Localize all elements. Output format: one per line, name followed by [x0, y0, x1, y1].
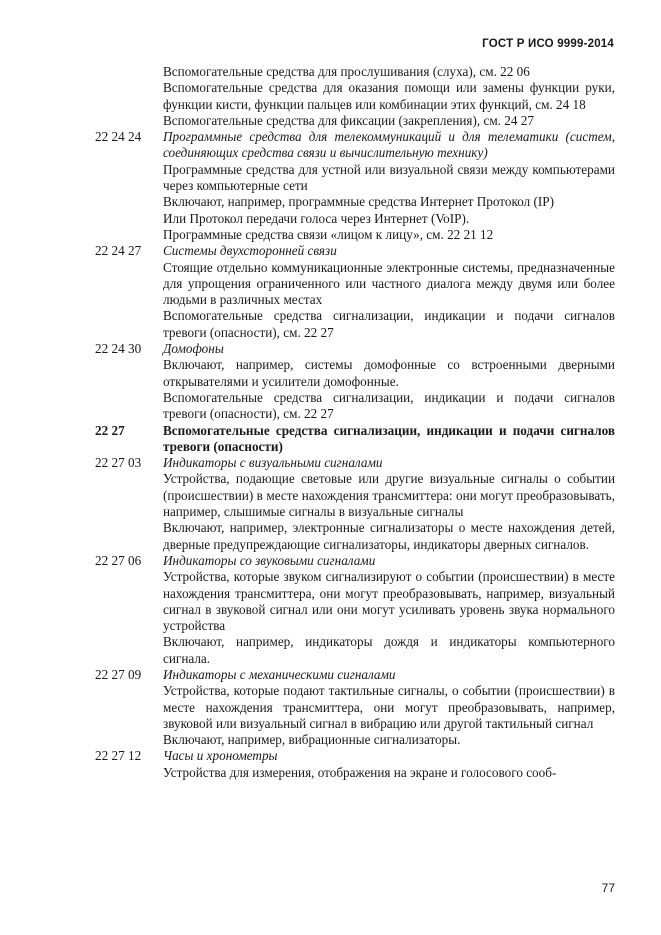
entry-code	[0, 732, 163, 748]
entry-text: Стоящие отдельно коммуникационные электронные системы, предназначенные для упрощения ограниченного или частного диалога между двумя или более людьми в различных местах	[163, 259, 615, 308]
entry-paragraph	[0, 390, 661, 423]
entry-title: Индикаторы с визуальными сигналами	[163, 455, 383, 471]
entry-text: Устройства, подающие световые или другие визуальные сигналы о событии (происшествии) в месте нахождения трансмиттера: они могут преобразовывать, например, слышимые сигналы в визуальные сигналы	[163, 471, 615, 520]
page-number: 77	[601, 881, 615, 895]
classification-entry	[0, 667, 661, 683]
entry-text: Вспомогательные средства сигнализации, индикации и подачи сигналов тревоги (опасности), см. 22 27	[163, 308, 615, 340]
entry-paragraph	[0, 569, 661, 634]
entry-code	[0, 634, 163, 667]
entry-paragraph	[0, 357, 661, 390]
entry-paragraph	[0, 80, 661, 113]
entry-text: Или Протокол передачи голоса через Интернет (VoIP).	[163, 210, 470, 226]
entry-code: 22 24 30	[95, 341, 142, 357]
entry-paragraph	[0, 471, 661, 520]
entry-code: 22 27 09	[95, 666, 142, 682]
entry-paragraph	[0, 520, 661, 553]
entry-paragraph	[0, 308, 661, 341]
entry-code	[0, 113, 163, 129]
entry-code	[0, 194, 163, 210]
classification-entry	[0, 455, 661, 471]
entry-code	[0, 260, 163, 309]
classification-entry	[0, 341, 661, 357]
entry-paragraph	[0, 683, 661, 732]
entry-title: Домофоны	[163, 341, 224, 357]
classification-entry	[0, 243, 661, 259]
entry-paragraph	[0, 113, 661, 129]
entry-title: Системы двухсторонней связи	[163, 243, 337, 259]
entry-code	[0, 227, 163, 243]
entry-title: Программные средства для телекоммуникаций и для телематики (систем, соединяющих средства связи и вычислительную технику)	[163, 129, 615, 161]
entry-code: 22 27 12	[95, 748, 142, 764]
entry-code	[0, 357, 163, 390]
entry-title: Индикаторы с механическими сигналами	[163, 666, 396, 682]
entry-title: Индикаторы со звуковыми сигналами	[163, 552, 376, 568]
entry-code	[0, 308, 163, 341]
entry-code: 22 24 27	[95, 243, 142, 259]
classification-entry	[0, 129, 661, 162]
document-header: ГОСТ Р ИСО 9999-2014	[482, 38, 614, 50]
classification-entry	[0, 748, 661, 764]
entry-code	[0, 211, 163, 227]
entry-code: 22 27 03	[95, 455, 142, 471]
entry-paragraph	[0, 227, 661, 243]
entry-paragraph	[0, 765, 661, 781]
entry-title: Часы и хронометры	[163, 748, 278, 764]
entry-paragraph	[0, 732, 661, 748]
classification-entry	[0, 423, 661, 456]
entry-text: Включают, например, индикаторы дождя и индикаторы компьютерного сигнала.	[163, 634, 615, 666]
entry-code	[0, 471, 163, 520]
entry-paragraph	[0, 64, 661, 80]
classification-entry	[0, 553, 661, 569]
entry-code	[0, 162, 163, 195]
entry-title: Вспомогательные средства сигнализации, индикации и подачи сигналов тревоги (опасности)	[163, 422, 615, 454]
entry-code	[0, 765, 163, 781]
entry-code	[0, 520, 163, 553]
entry-text: Программные средства связи «лицом к лицу», см. 22 21 12	[163, 226, 494, 242]
entry-code	[0, 683, 163, 732]
entry-text: Устройства для измерения, отображения на экране и голосового сооб-	[163, 764, 557, 780]
entry-paragraph	[0, 162, 661, 195]
entry-code	[0, 390, 163, 423]
entry-text: Вспомогательные средства для оказания помощи или замены функции руки, функции кисти, функции пальцев или комбинации этих функций, см. 24 18	[163, 80, 615, 112]
entry-code: 22 27 06	[95, 552, 142, 568]
entry-paragraph	[0, 194, 661, 210]
entry-code	[0, 64, 163, 80]
entry-code	[0, 80, 163, 113]
entry-text: Устройства, которые звуком сигнализируют о событии (происшествии) в месте нахождения трансмиттера, они могут преобразовывать, например, визуальный сигнал в звуковой сигнал или они могут усиливать уровень звука нормального устройства	[163, 569, 615, 634]
entry-code: 22 27	[95, 422, 125, 438]
entry-text: Включают, например, вибрационные сигнализаторы.	[163, 732, 461, 748]
entry-code: 22 24 24	[95, 129, 142, 145]
entry-text: Программные средства для устной или визуальной связи между компьютерами через компьютерные сети	[163, 161, 615, 194]
entry-paragraph	[0, 260, 661, 309]
entry-text: Вспомогательные средства для прослушивания (слуха), см. 22 06	[163, 64, 530, 79]
entry-paragraph	[0, 634, 661, 667]
entry-text: Вспомогательные средства для фиксации (закрепления), см. 24 27	[163, 112, 534, 128]
classification-list	[0, 64, 661, 781]
entry-text: Включают, например, электронные сигнализаторы о месте нахождения детей, дверные предупреждающие сигнализаторы, индикаторы дверных сигналов.	[163, 520, 615, 552]
entry-text: Включают, например, программные средства Интернет Протокол (IP)	[163, 194, 555, 210]
entry-text: Вспомогательные средства сигнализации, индикации и подачи сигналов тревоги (опасности), см. 22 27	[163, 389, 615, 422]
entry-text: Включают, например, системы домофонные со встроенными дверными открывателями и усилители домофонные.	[163, 357, 615, 389]
entry-paragraph	[0, 211, 661, 227]
entry-text: Устройства, которые подают тактильные сигналы, о событии (происшествии) в месте нахождения трансмиттера, они могут преобразовывать, например, звуковой или визуальный сигнал в вибрацию или другой тактильный сигнал	[163, 683, 615, 731]
entry-code	[0, 569, 163, 634]
